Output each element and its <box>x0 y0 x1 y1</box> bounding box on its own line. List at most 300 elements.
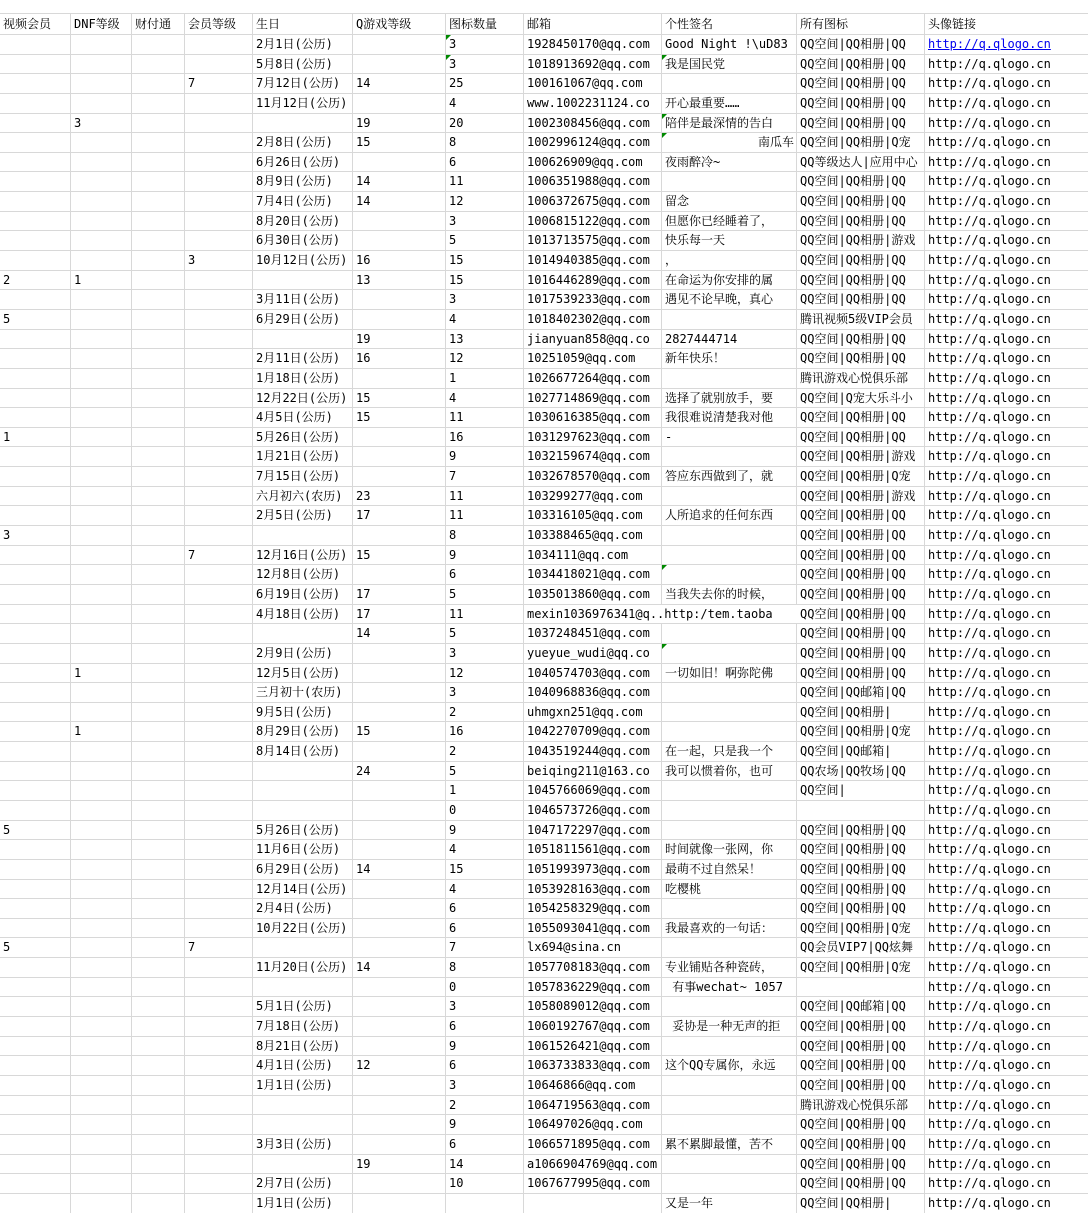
cell-email[interactable]: 1034418021@qq.com <box>524 565 662 585</box>
cell-dnf-level[interactable]: 3 <box>71 114 132 134</box>
cell-icon-count[interactable]: 2 <box>446 703 524 723</box>
cell-icon-count[interactable]: 15 <box>446 251 524 271</box>
cell-video-vip[interactable]: 2 <box>0 271 71 291</box>
cell-tenpay[interactable] <box>132 781 185 801</box>
cell-avatar-url[interactable]: http://q.qlogo.cn <box>925 447 1088 467</box>
cell-qgame-level[interactable]: 16 <box>353 349 446 369</box>
cell-vip-level[interactable] <box>185 1135 253 1155</box>
cell-signature[interactable]: 留念 <box>662 192 797 212</box>
cell-email[interactable]: 1016446289@qq.com <box>524 271 662 291</box>
cell-video-vip[interactable] <box>0 899 71 919</box>
cell-dnf-level[interactable] <box>71 369 132 389</box>
cell-all-icons[interactable]: QQ空间|QQ相册|QQ <box>797 428 925 448</box>
cell-email[interactable]: beiqing211@163.co <box>524 762 662 782</box>
cell-dnf-level[interactable] <box>71 1096 132 1116</box>
cell-tenpay[interactable] <box>132 389 185 409</box>
cell-tenpay[interactable] <box>132 821 185 841</box>
cell-qgame-level[interactable]: 17 <box>353 506 446 526</box>
cell-video-vip[interactable] <box>0 605 71 625</box>
cell-all-icons[interactable] <box>797 978 925 998</box>
cell-signature[interactable] <box>662 821 797 841</box>
cell-email[interactable]: 1051993973@qq.com <box>524 860 662 880</box>
cell-signature[interactable] <box>662 683 797 703</box>
cell-email[interactable]: 1002996124@qq.com <box>524 133 662 153</box>
header-video-vip[interactable]: 视频会员 <box>0 14 71 35</box>
cell-tenpay[interactable] <box>132 978 185 998</box>
cell-tenpay[interactable] <box>132 271 185 291</box>
cell-tenpay[interactable] <box>132 526 185 546</box>
cell-avatar-url[interactable]: http://q.qlogo.cn <box>925 683 1088 703</box>
cell-video-vip[interactable] <box>0 565 71 585</box>
cell-tenpay[interactable] <box>132 958 185 978</box>
cell-avatar-url[interactable]: http://q.qlogo.cn <box>925 821 1088 841</box>
cell-tenpay[interactable] <box>132 310 185 330</box>
cell-birthday[interactable]: 8月29日(公历) <box>253 722 353 742</box>
cell-dnf-level[interactable] <box>71 290 132 310</box>
cell-all-icons[interactable]: QQ空间|QQ相册| <box>797 703 925 723</box>
cell-avatar-url[interactable]: http://q.qlogo.cn <box>925 978 1088 998</box>
cell-icon-count[interactable]: 1 <box>446 781 524 801</box>
cell-signature[interactable] <box>662 1155 797 1175</box>
cell-birthday[interactable]: 3月3日(公历) <box>253 1135 353 1155</box>
cell-birthday[interactable] <box>253 1155 353 1175</box>
cell-email[interactable]: uhmgxn251@qq.com <box>524 703 662 723</box>
cell-birthday[interactable] <box>253 624 353 644</box>
cell-vip-level[interactable] <box>185 1056 253 1076</box>
cell-vip-level[interactable] <box>185 133 253 153</box>
cell-tenpay[interactable] <box>132 997 185 1017</box>
cell-tenpay[interactable] <box>132 624 185 644</box>
cell-qgame-level[interactable] <box>353 310 446 330</box>
cell-dnf-level[interactable] <box>71 428 132 448</box>
cell-qgame-level[interactable] <box>353 938 446 958</box>
cell-dnf-level[interactable] <box>71 447 132 467</box>
cell-all-icons[interactable]: QQ空间|QQ相册|QQ <box>797 290 925 310</box>
cell-birthday[interactable]: 4月18日(公历) <box>253 605 353 625</box>
cell-avatar-url[interactable]: http://q.qlogo.cn <box>925 781 1088 801</box>
cell-icon-count[interactable]: 8 <box>446 526 524 546</box>
cell-tenpay[interactable] <box>132 408 185 428</box>
cell-email[interactable]: 10251059@qq.com <box>524 349 662 369</box>
cell-vip-level[interactable] <box>185 94 253 114</box>
cell-qgame-level[interactable]: 19 <box>353 114 446 134</box>
cell-all-icons[interactable]: QQ空间|QQ相册|QQ <box>797 192 925 212</box>
cell-avatar-url[interactable]: http://q.qlogo.cn <box>925 74 1088 94</box>
cell-video-vip[interactable] <box>0 114 71 134</box>
cell-all-icons[interactable]: QQ空间|QQ相册|游戏 <box>797 487 925 507</box>
cell-video-vip[interactable] <box>0 781 71 801</box>
cell-video-vip[interactable] <box>0 1017 71 1037</box>
cell-email[interactable]: 1053928163@qq.com <box>524 880 662 900</box>
cell-all-icons[interactable]: QQ空间|QQ相册|QQ <box>797 664 925 684</box>
cell-all-icons[interactable]: QQ空间|QQ相册|QQ <box>797 860 925 880</box>
cell-tenpay[interactable] <box>132 74 185 94</box>
cell-video-vip[interactable] <box>0 703 71 723</box>
cell-video-vip[interactable]: 3 <box>0 526 71 546</box>
cell-tenpay[interactable] <box>132 35 185 55</box>
cell-qgame-level[interactable]: 24 <box>353 762 446 782</box>
cell-birthday[interactable]: 6月26日(公历) <box>253 153 353 173</box>
cell-avatar-url[interactable]: http://q.qlogo.cn <box>925 664 1088 684</box>
cell-vip-level[interactable] <box>185 310 253 330</box>
cell-qgame-level[interactable] <box>353 526 446 546</box>
cell-video-vip[interactable]: 5 <box>0 821 71 841</box>
cell-tenpay[interactable] <box>132 880 185 900</box>
cell-email[interactable]: mexin1036976341@q..http:/tem.taoba <box>524 605 662 625</box>
cell-avatar-url[interactable]: http://q.qlogo.cn <box>925 860 1088 880</box>
cell-avatar-url[interactable]: http://q.qlogo.cn <box>925 880 1088 900</box>
cell-signature[interactable]: 答应东西做到了，就 <box>662 467 797 487</box>
cell-icon-count[interactable]: 6 <box>446 1056 524 1076</box>
cell-avatar-url[interactable]: http://q.qlogo.cn <box>925 1076 1088 1096</box>
cell-icon-count[interactable]: 3 <box>446 55 524 75</box>
cell-video-vip[interactable] <box>0 1056 71 1076</box>
cell-email[interactable]: 1066571895@qq.com <box>524 1135 662 1155</box>
cell-icon-count[interactable]: 12 <box>446 664 524 684</box>
cell-tenpay[interactable] <box>132 1174 185 1194</box>
cell-dnf-level[interactable] <box>71 1037 132 1057</box>
cell-vip-level[interactable] <box>185 722 253 742</box>
cell-signature[interactable] <box>662 310 797 330</box>
cell-vip-level[interactable] <box>185 1037 253 1057</box>
cell-dnf-level[interactable] <box>71 172 132 192</box>
cell-all-icons[interactable]: QQ农场|QQ牧场|QQ <box>797 762 925 782</box>
cell-tenpay[interactable] <box>132 801 185 821</box>
cell-qgame-level[interactable] <box>353 840 446 860</box>
cell-birthday[interactable] <box>253 271 353 291</box>
cell-tenpay[interactable] <box>132 506 185 526</box>
cell-video-vip[interactable] <box>0 74 71 94</box>
cell-all-icons[interactable]: QQ空间|QQ邮箱| <box>797 742 925 762</box>
cell-vip-level[interactable]: 3 <box>185 251 253 271</box>
cell-vip-level[interactable] <box>185 408 253 428</box>
cell-signature[interactable]: 妥协是一种无声的拒 <box>662 1017 797 1037</box>
cell-birthday[interactable]: 2月11日(公历) <box>253 349 353 369</box>
cell-icon-count[interactable]: 6 <box>446 919 524 939</box>
cell-qgame-level[interactable] <box>353 428 446 448</box>
cell-dnf-level[interactable] <box>71 526 132 546</box>
cell-birthday[interactable]: 4月5日(公历) <box>253 408 353 428</box>
cell-qgame-level[interactable]: 14 <box>353 624 446 644</box>
cell-birthday[interactable]: 2月7日(公历) <box>253 1174 353 1194</box>
cell-vip-level[interactable] <box>185 742 253 762</box>
cell-qgame-level[interactable]: 16 <box>353 251 446 271</box>
cell-tenpay[interactable] <box>132 369 185 389</box>
cell-dnf-level[interactable]: 1 <box>71 664 132 684</box>
cell-all-icons[interactable]: QQ空间|QQ相册|QQ <box>797 526 925 546</box>
cell-email[interactable]: 100161067@qq.com <box>524 74 662 94</box>
cell-video-vip[interactable] <box>0 290 71 310</box>
cell-signature[interactable] <box>662 447 797 467</box>
cell-icon-count[interactable]: 1 <box>446 369 524 389</box>
cell-qgame-level[interactable]: 17 <box>353 585 446 605</box>
cell-dnf-level[interactable] <box>71 605 132 625</box>
cell-tenpay[interactable] <box>132 487 185 507</box>
cell-video-vip[interactable] <box>0 762 71 782</box>
cell-email[interactable]: jianyuan858@qq.co <box>524 330 662 350</box>
cell-birthday[interactable] <box>253 526 353 546</box>
cell-qgame-level[interactable] <box>353 153 446 173</box>
cell-signature[interactable]: 新年快乐！ <box>662 349 797 369</box>
cell-avatar-url[interactable]: http://q.qlogo.cn <box>925 94 1088 114</box>
cell-qgame-level[interactable]: 15 <box>353 133 446 153</box>
cell-signature[interactable]: 2827444714 <box>662 330 797 350</box>
cell-signature[interactable] <box>662 487 797 507</box>
cell-signature[interactable]: 累不累脚最懂，苦不 <box>662 1135 797 1155</box>
cell-avatar-url[interactable]: http://q.qlogo.cn <box>925 938 1088 958</box>
cell-icon-count[interactable]: 6 <box>446 565 524 585</box>
cell-signature[interactable]: 夜雨醉冷~ <box>662 153 797 173</box>
cell-signature[interactable] <box>662 526 797 546</box>
cell-icon-count[interactable]: 8 <box>446 958 524 978</box>
cell-qgame-level[interactable] <box>353 467 446 487</box>
cell-birthday[interactable]: 7月12日(公历) <box>253 74 353 94</box>
cell-dnf-level[interactable] <box>71 1155 132 1175</box>
cell-vip-level[interactable]: 7 <box>185 546 253 566</box>
cell-video-vip[interactable] <box>0 546 71 566</box>
cell-tenpay[interactable] <box>132 565 185 585</box>
cell-qgame-level[interactable]: 15 <box>353 546 446 566</box>
cell-email[interactable]: 1046573726@qq.com <box>524 801 662 821</box>
header-signature[interactable]: 个性签名 <box>662 14 797 35</box>
cell-email[interactable]: 1057836229@qq.com <box>524 978 662 998</box>
cell-qgame-level[interactable] <box>353 664 446 684</box>
cell-icon-count[interactable]: 12 <box>446 349 524 369</box>
cell-avatar-url[interactable]: http://q.qlogo.cn <box>925 55 1088 75</box>
cell-signature[interactable]: 选择了就别放手，要 <box>662 389 797 409</box>
cell-tenpay[interactable] <box>132 1096 185 1116</box>
header-qgame-level[interactable]: Q游戏等级 <box>353 14 446 35</box>
cell-birthday[interactable]: 2月8日(公历) <box>253 133 353 153</box>
cell-all-icons[interactable]: QQ空间|QQ相册|QQ <box>797 172 925 192</box>
cell-all-icons[interactable]: QQ空间|QQ相册|Q宠 <box>797 958 925 978</box>
cell-signature[interactable]: 我很难说清楚我对他 <box>662 408 797 428</box>
cell-all-icons[interactable]: QQ空间| <box>797 781 925 801</box>
cell-tenpay[interactable] <box>132 172 185 192</box>
cell-all-icons[interactable]: QQ空间|QQ相册|QQ <box>797 1135 925 1155</box>
cell-tenpay[interactable] <box>132 1037 185 1057</box>
cell-icon-count[interactable]: 3 <box>446 997 524 1017</box>
cell-all-icons[interactable]: QQ空间|QQ相册|QQ <box>797 1056 925 1076</box>
cell-icon-count[interactable]: 6 <box>446 899 524 919</box>
cell-signature[interactable]: 我是国民党 <box>662 55 797 75</box>
header-dnf-level[interactable]: DNF等级 <box>71 14 132 35</box>
cell-vip-level[interactable] <box>185 212 253 232</box>
cell-all-icons[interactable]: QQ空间|QQ相册|QQ <box>797 624 925 644</box>
cell-avatar-url[interactable]: http://q.qlogo.cn <box>925 133 1088 153</box>
cell-tenpay[interactable] <box>132 585 185 605</box>
cell-signature[interactable] <box>662 172 797 192</box>
cell-email[interactable]: 1018402302@qq.com <box>524 310 662 330</box>
cell-tenpay[interactable] <box>132 840 185 860</box>
cell-icon-count[interactable]: 11 <box>446 605 524 625</box>
cell-email[interactable]: 10646866@qq.com <box>524 1076 662 1096</box>
cell-tenpay[interactable] <box>132 899 185 919</box>
cell-birthday[interactable]: 2月5日(公历) <box>253 506 353 526</box>
cell-all-icons[interactable]: QQ空间|QQ相册|QQ <box>797 251 925 271</box>
cell-birthday[interactable]: 10月12日(公历) <box>253 251 353 271</box>
cell-avatar-url[interactable]: http://q.qlogo.cn <box>925 1017 1088 1037</box>
cell-dnf-level[interactable] <box>71 330 132 350</box>
header-icon-count[interactable]: 图标数量 <box>446 14 524 35</box>
cell-dnf-level[interactable] <box>71 94 132 114</box>
cell-birthday[interactable]: 6月29日(公历) <box>253 310 353 330</box>
cell-avatar-url[interactable]: http://q.qlogo.cn <box>925 762 1088 782</box>
cell-icon-count[interactable]: 9 <box>446 1115 524 1135</box>
cell-signature[interactable] <box>662 997 797 1017</box>
cell-email[interactable]: 1006351988@qq.com <box>524 172 662 192</box>
cell-birthday[interactable]: 3月11日(公历) <box>253 290 353 310</box>
cell-icon-count[interactable]: 6 <box>446 1135 524 1155</box>
cell-email[interactable]: 1042270709@qq.com <box>524 722 662 742</box>
cell-qgame-level[interactable] <box>353 35 446 55</box>
cell-signature[interactable]: 但愿你已经睡着了， <box>662 212 797 232</box>
cell-vip-level[interactable] <box>185 35 253 55</box>
cell-email[interactable]: 1006815122@qq.com <box>524 212 662 232</box>
cell-qgame-level[interactable] <box>353 231 446 251</box>
cell-email[interactable]: 1055093041@qq.com <box>524 919 662 939</box>
cell-dnf-level[interactable] <box>71 1194 132 1214</box>
cell-tenpay[interactable] <box>132 1135 185 1155</box>
cell-birthday[interactable] <box>253 938 353 958</box>
cell-avatar-url[interactable]: http://q.qlogo.cn <box>925 919 1088 939</box>
cell-video-vip[interactable] <box>0 35 71 55</box>
cell-avatar-url[interactable]: http://q.qlogo.cn <box>925 172 1088 192</box>
cell-vip-level[interactable] <box>185 978 253 998</box>
cell-icon-count[interactable]: 7 <box>446 938 524 958</box>
cell-dnf-level[interactable] <box>71 546 132 566</box>
cell-vip-level[interactable] <box>185 585 253 605</box>
cell-icon-count[interactable]: 3 <box>446 35 524 55</box>
cell-tenpay[interactable] <box>132 133 185 153</box>
cell-vip-level[interactable] <box>185 605 253 625</box>
cell-dnf-level[interactable] <box>71 74 132 94</box>
cell-dnf-level[interactable] <box>71 585 132 605</box>
cell-video-vip[interactable] <box>0 1174 71 1194</box>
cell-tenpay[interactable] <box>132 231 185 251</box>
cell-vip-level[interactable] <box>185 231 253 251</box>
cell-birthday[interactable]: 7月4日(公历) <box>253 192 353 212</box>
cell-tenpay[interactable] <box>132 94 185 114</box>
cell-email[interactable]: 103299277@qq.com <box>524 487 662 507</box>
cell-birthday[interactable]: 6月30日(公历) <box>253 231 353 251</box>
cell-signature[interactable] <box>662 801 797 821</box>
cell-icon-count[interactable]: 10 <box>446 1174 524 1194</box>
cell-avatar-url[interactable]: http://q.qlogo.cn <box>925 290 1088 310</box>
cell-birthday[interactable]: 5月26日(公历) <box>253 428 353 448</box>
cell-dnf-level[interactable]: 1 <box>71 271 132 291</box>
cell-birthday[interactable]: 8月14日(公历) <box>253 742 353 762</box>
cell-icon-count[interactable]: 11 <box>446 172 524 192</box>
cell-tenpay[interactable] <box>132 1155 185 1175</box>
cell-icon-count[interactable]: 4 <box>446 840 524 860</box>
cell-birthday[interactable]: 7月18日(公历) <box>253 1017 353 1037</box>
cell-all-icons[interactable]: QQ空间|QQ相册|QQ <box>797 821 925 841</box>
cell-email[interactable]: 1057708183@qq.com <box>524 958 662 978</box>
cell-signature[interactable] <box>662 1115 797 1135</box>
cell-video-vip[interactable] <box>0 624 71 644</box>
cell-video-vip[interactable] <box>0 1096 71 1116</box>
cell-icon-count[interactable]: 4 <box>446 880 524 900</box>
cell-all-icons[interactable]: QQ空间|QQ相册|QQ <box>797 55 925 75</box>
cell-vip-level[interactable] <box>185 919 253 939</box>
cell-dnf-level[interactable] <box>71 389 132 409</box>
cell-avatar-url[interactable]: http://q.qlogo.cn <box>925 1056 1088 1076</box>
cell-icon-count[interactable]: 5 <box>446 585 524 605</box>
cell-icon-count[interactable]: 15 <box>446 271 524 291</box>
cell-email[interactable]: lx694@sina.cn <box>524 938 662 958</box>
cell-avatar-url[interactable]: http://q.qlogo.cn <box>925 310 1088 330</box>
cell-signature[interactable] <box>662 546 797 566</box>
cell-video-vip[interactable] <box>0 585 71 605</box>
cell-video-vip[interactable] <box>0 1076 71 1096</box>
cell-avatar-url[interactable]: http://q.qlogo.cn <box>925 585 1088 605</box>
cell-vip-level[interactable] <box>185 840 253 860</box>
cell-all-icons[interactable]: QQ空间|QQ相册|QQ <box>797 212 925 232</box>
cell-tenpay[interactable] <box>132 447 185 467</box>
cell-vip-level[interactable] <box>185 644 253 664</box>
cell-all-icons[interactable]: 腾讯游戏心悦俱乐部 <box>797 1096 925 1116</box>
cell-icon-count[interactable]: 4 <box>446 94 524 114</box>
cell-avatar-url[interactable]: http://q.qlogo.cn <box>925 506 1088 526</box>
cell-dnf-level[interactable] <box>71 506 132 526</box>
cell-birthday[interactable]: 2月4日(公历) <box>253 899 353 919</box>
cell-birthday[interactable]: 11月20日(公历) <box>253 958 353 978</box>
cell-all-icons[interactable]: QQ空间|QQ相册|Q宠 <box>797 467 925 487</box>
cell-qgame-level[interactable]: 14 <box>353 860 446 880</box>
cell-icon-count[interactable]: 2 <box>446 742 524 762</box>
cell-icon-count[interactable]: 12 <box>446 192 524 212</box>
cell-email[interactable]: 1043519244@qq.com <box>524 742 662 762</box>
cell-video-vip[interactable] <box>0 1194 71 1214</box>
cell-dnf-level[interactable] <box>71 35 132 55</box>
cell-qgame-level[interactable] <box>353 919 446 939</box>
cell-dnf-level[interactable] <box>71 55 132 75</box>
cell-birthday[interactable]: 12月22日(公历) <box>253 389 353 409</box>
cell-dnf-level[interactable] <box>71 212 132 232</box>
cell-birthday[interactable]: 1月21日(公历) <box>253 447 353 467</box>
cell-avatar-url[interactable]: http://q.qlogo.cn <box>925 231 1088 251</box>
cell-all-icons[interactable]: QQ空间|QQ相册|QQ <box>797 506 925 526</box>
cell-email[interactable]: 1032678570@qq.com <box>524 467 662 487</box>
cell-qgame-level[interactable]: 12 <box>353 1056 446 1076</box>
cell-all-icons[interactable]: QQ空间|QQ相册|QQ <box>797 35 925 55</box>
cell-qgame-level[interactable] <box>353 683 446 703</box>
cell-email[interactable]: 103316105@qq.com <box>524 506 662 526</box>
cell-signature[interactable]: 专业铺贴各种瓷砖， <box>662 958 797 978</box>
cell-all-icons[interactable]: QQ空间|QQ相册| <box>797 1194 925 1214</box>
cell-avatar-url[interactable]: http://q.qlogo.cn <box>925 958 1088 978</box>
cell-avatar-url[interactable]: http://q.qlogo.cn <box>925 703 1088 723</box>
cell-birthday[interactable]: 8月20日(公历) <box>253 212 353 232</box>
cell-avatar-url[interactable]: http://q.qlogo.cn <box>925 722 1088 742</box>
cell-all-icons[interactable]: QQ空间|QQ相册|游戏 <box>797 231 925 251</box>
header-vip-level[interactable]: 会员等级 <box>185 14 253 35</box>
cell-avatar-url[interactable]: http://q.qlogo.cn <box>925 546 1088 566</box>
cell-vip-level[interactable] <box>185 860 253 880</box>
cell-avatar-url[interactable]: http://q.qlogo.cn <box>925 114 1088 134</box>
cell-dnf-level[interactable] <box>71 840 132 860</box>
cell-dnf-level[interactable] <box>71 781 132 801</box>
cell-all-icons[interactable]: QQ等级达人|应用中心 <box>797 153 925 173</box>
cell-birthday[interactable]: 8月9日(公历) <box>253 172 353 192</box>
cell-qgame-level[interactable]: 17 <box>353 605 446 625</box>
cell-birthday[interactable]: 8月21日(公历) <box>253 1037 353 1057</box>
cell-qgame-level[interactable]: 14 <box>353 172 446 192</box>
cell-tenpay[interactable] <box>132 1056 185 1076</box>
cell-vip-level[interactable]: 7 <box>185 938 253 958</box>
cell-qgame-level[interactable]: 14 <box>353 74 446 94</box>
